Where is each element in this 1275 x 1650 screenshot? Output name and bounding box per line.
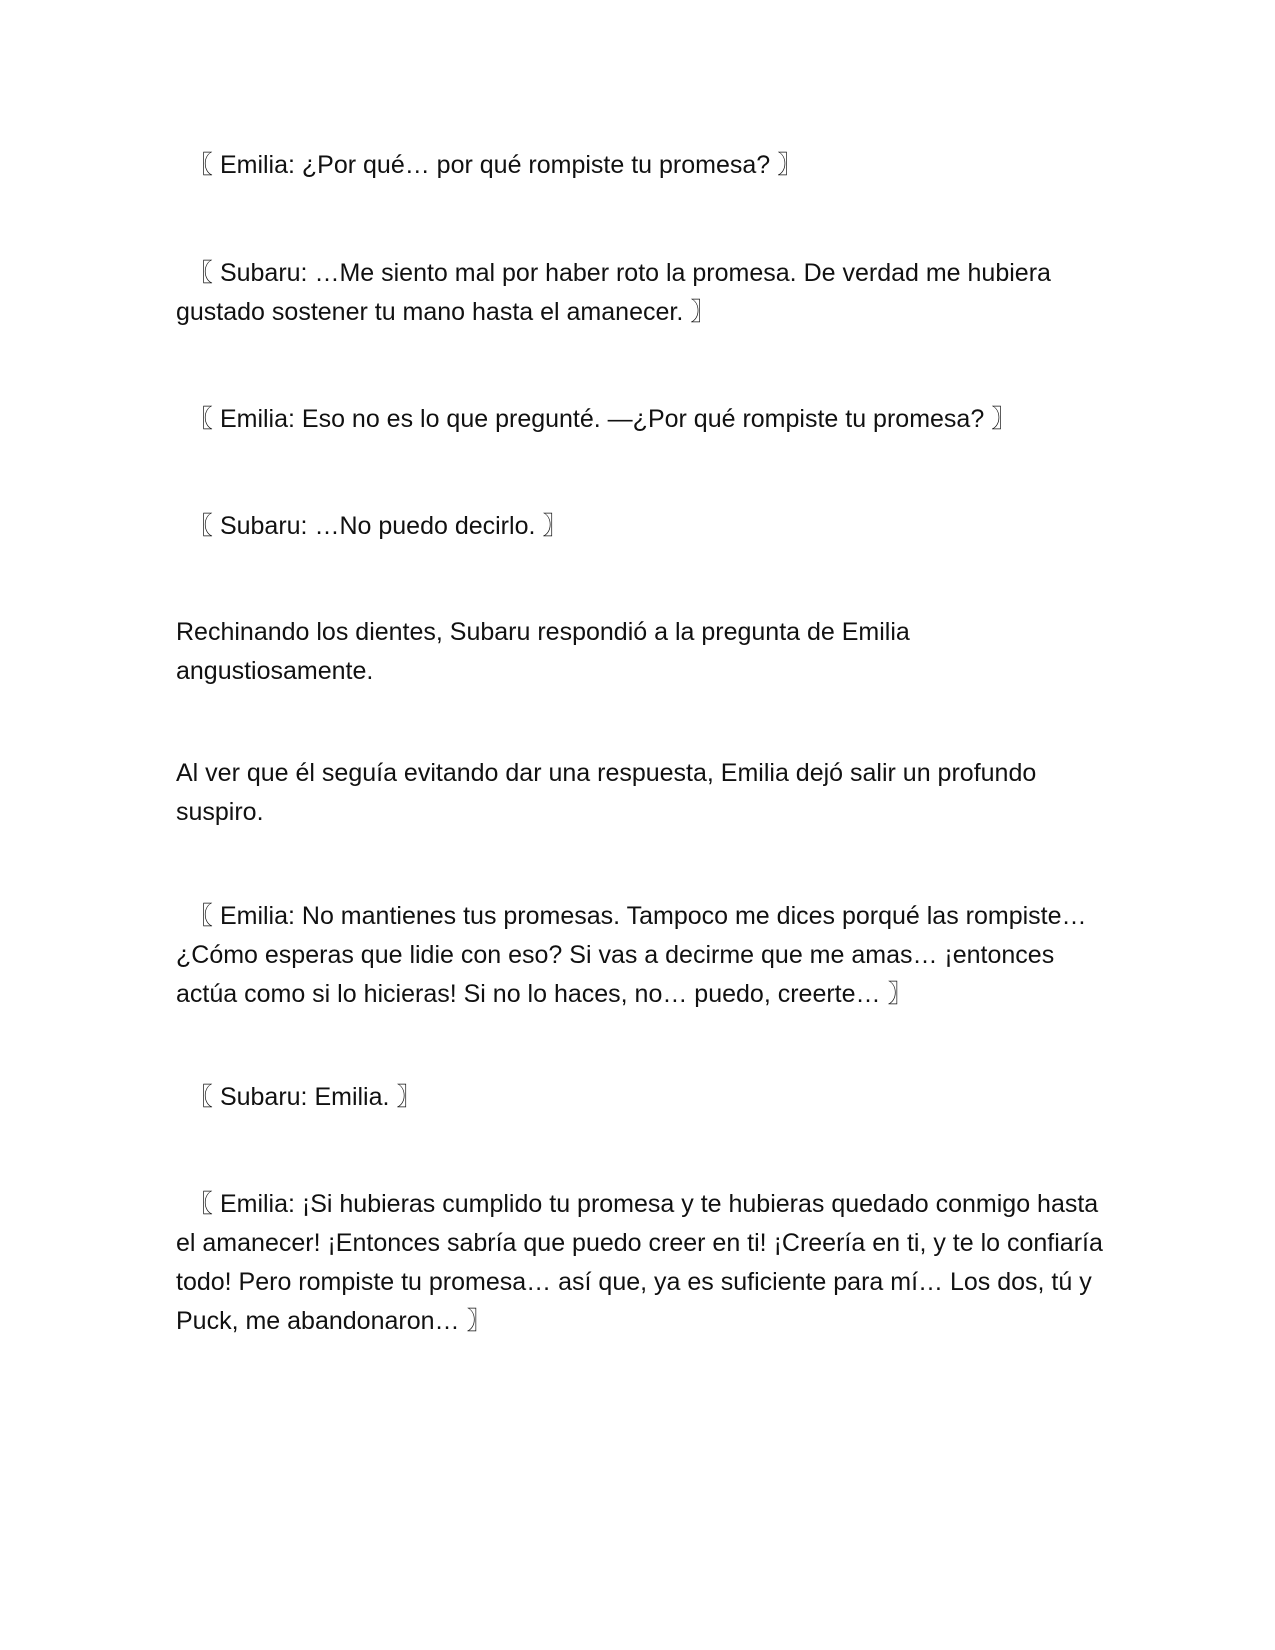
paragraph-narration-2: Al ver que él seguía evitando dar una respuesta, Emilia dejó salir un profundo suspiro. bbox=[176, 759, 1037, 826]
paragraph-emilia-1: 〖 Emilia: ¿Por qué… por qué rompiste tu promesa? 〗 bbox=[188, 151, 803, 179]
paragraph-subaru-1: 〖 Subaru: …Me siento mal por haber roto la promesa. De verdad me hubiera gustado sostener tu mano hasta el amanecer. 〗 bbox=[176, 259, 1051, 326]
paragraph-emilia-3: 〖 Emilia: No mantienes tus promesas. Tampoco me dices porqué las rompiste… ¿Cómo esperas que lidie con eso? Si vas a decirme que me amas… ¡entonces actúa como si lo hicieras! Si no lo haces, no… puedo, creerte… 〗 bbox=[176, 902, 1087, 1008]
paragraph-emilia-4: 〖 Emilia: ¡Si hubieras cumplido tu promesa y te hubieras quedado conmigo hasta el amanecer! ¡Entonces sabría que puedo creer en ti! ¡Creería en ti, y te lo confiaría todo! Pero rompiste tu promesa… así que, ya es suficiente para mí… Los dos, tú y Puck, me abandonaron… 〗 bbox=[176, 1190, 1103, 1335]
paragraph-subaru-3: 〖 Subaru: Emilia. 〗 bbox=[188, 1083, 422, 1111]
paragraph-emilia-2: 〖 Emilia: Eso no es lo que pregunté. —¿Por qué rompiste tu promesa? 〗 bbox=[188, 405, 1017, 433]
paragraph-subaru-2: 〖 Subaru: …No puedo decirlo. 〗 bbox=[188, 512, 568, 540]
paragraph-narration-1: Rechinando los dientes, Subaru respondió a la pregunta de Emilia angustiosamente. bbox=[176, 618, 910, 685]
